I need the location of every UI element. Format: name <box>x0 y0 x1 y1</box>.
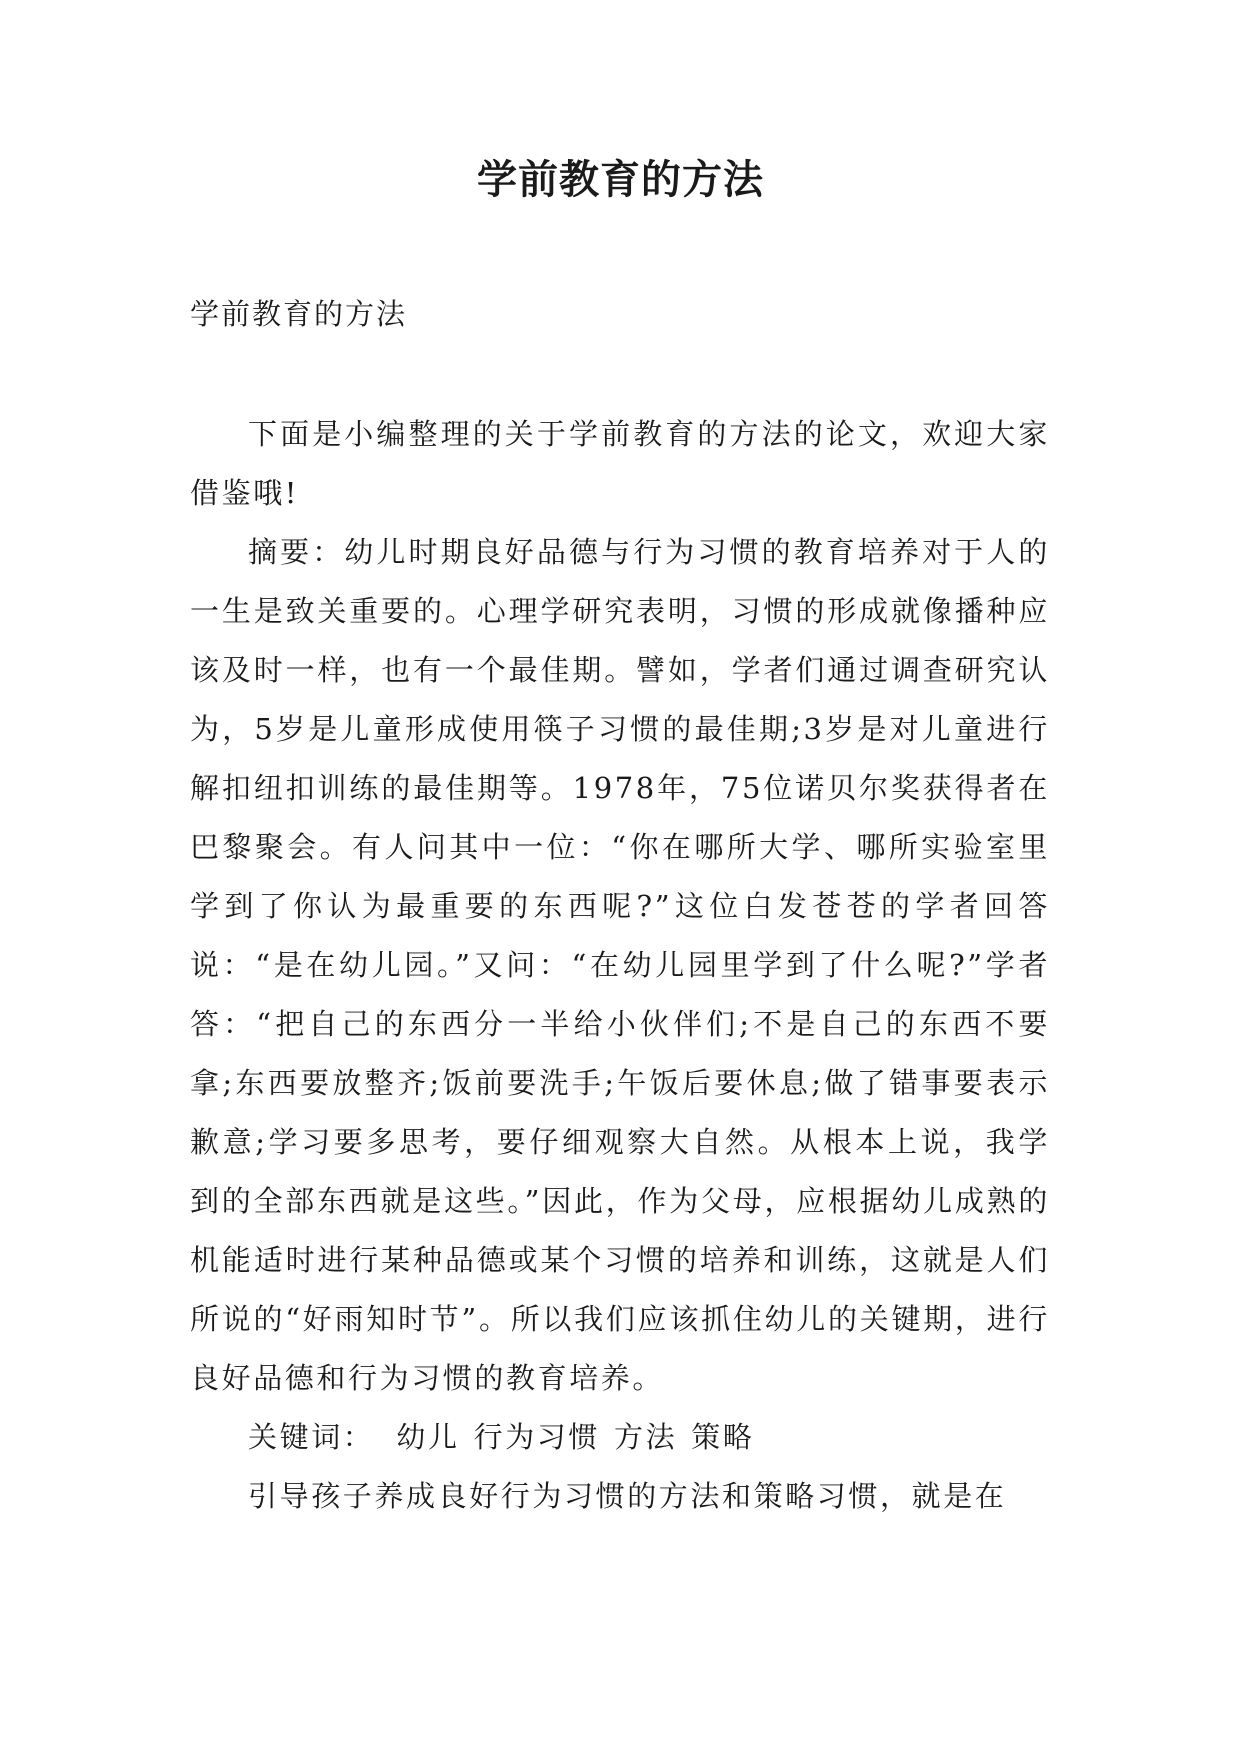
keyword-item: 行为习惯 <box>473 1420 601 1454</box>
abstract-paragraph: 摘要：幼儿时期良好品德与行为习惯的教育培养对于人的一生是致关重要的。心理学研究表明，习惯的形成就像播种应该及时一样，也有一个最佳期。譬如，学者们通过调查研究认为，5岁是儿童形成使用筷子习惯的最佳期;3岁是对儿童进行解扣纽扣训练的最佳期等。1978年，75位诺贝尔奖获得者在巴黎聚会。有人问其中一位：“你在哪所大学、哪所实验室里学到了你认为最重要的东西呢?”这位白发苍苍的学者回答说：“是在幼儿园。”又问：“在幼儿园里学到了什么呢?”学者答：“把自己的东西分一半给小伙伴们;不是自己的东西不要拿;东西要放整齐;饭前要洗手;午饭后要休息;做了错事要表示歉意;学习要多思考，要仔细观察大自然。从根本上说，我学到的全部东西就是这些。”因此，作为父母，应根据幼儿成熟的机能适时进行某种品德或某个习惯的培养和训练，这就是人们所说的“好雨知时节”。所以我们应该抓住幼儿的关键期，进行良好品德和行为习惯的教育培养。 <box>190 535 1050 1395</box>
document-body <box>190 405 1050 1526</box>
keyword-item: 幼儿 <box>396 1420 460 1454</box>
keywords-label: 关键词： <box>248 1420 375 1454</box>
body-paragraph: 引导孩子养成良好行为习惯的方法和策略习惯，就是在 <box>248 1479 1007 1513</box>
document-title: 学前教育的方法 <box>477 157 764 203</box>
keyword-item: 方法 <box>614 1420 678 1454</box>
keywords-line <box>190 1408 1050 1467</box>
document-subtitle: 学前教育的方法 <box>190 297 408 331</box>
intro-paragraph: 下面是小编整理的关于学前教育的方法的论文，欢迎大家借鉴哦! <box>190 417 1050 510</box>
keyword-item: 策略 <box>691 1420 755 1454</box>
